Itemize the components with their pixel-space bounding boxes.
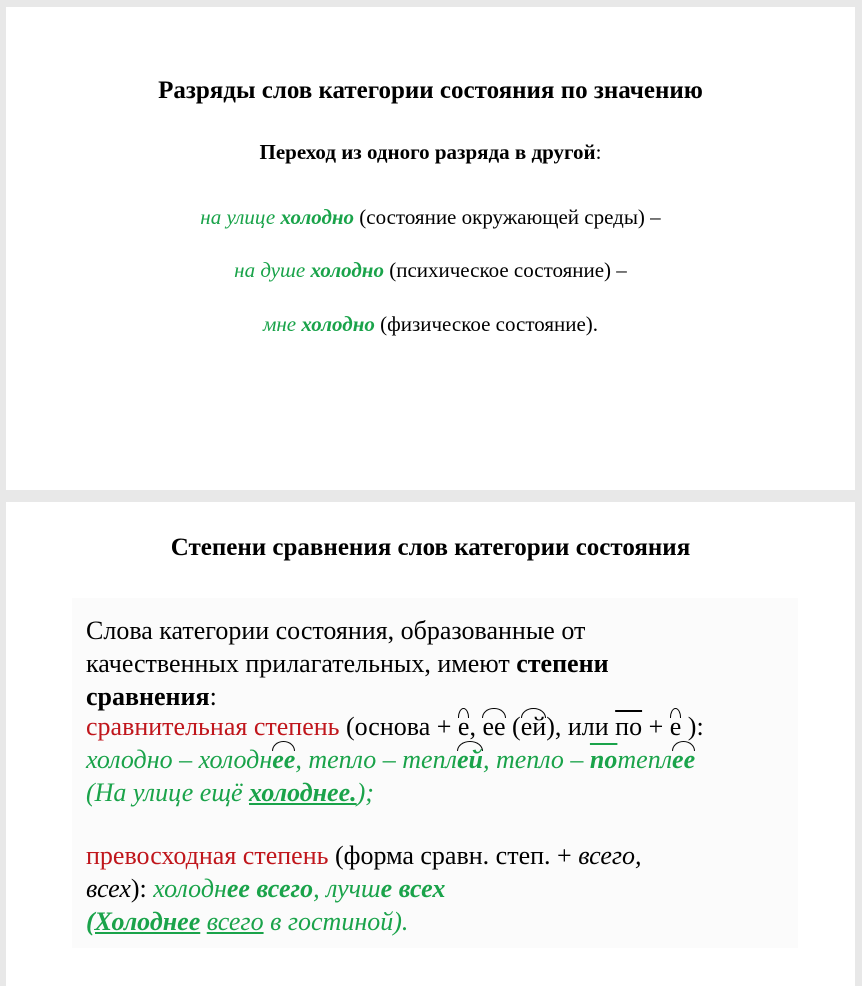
intro-bold1: степени <box>516 649 609 678</box>
comparative-label: сравнительная степень <box>86 712 340 741</box>
example-word: холодно <box>280 205 355 229</box>
superlative-paragraph <box>86 839 806 938</box>
comp-ex-suffix: ее <box>272 745 296 774</box>
subtitle-text: Переход из одного разряда в другой <box>259 140 596 164</box>
example-line <box>6 312 855 337</box>
superlative-label: превосходная степень <box>86 841 329 870</box>
comp-ex-text: , тепло – <box>482 745 590 774</box>
comp-sentence-word: холоднее. <box>249 778 357 807</box>
super-ex-bold: ее всего <box>226 874 314 903</box>
formula-open: (основа + <box>339 712 458 741</box>
example-desc: (физическое состояние). <box>374 312 599 336</box>
example-word: холодно <box>301 312 375 336</box>
comparative-formula <box>86 710 806 743</box>
super-formula-close: ): <box>130 874 154 903</box>
comp-ex-suffix: ее <box>672 745 696 774</box>
suffix-e-2: е <box>669 712 682 741</box>
comp-sentence-close: ); <box>356 778 374 807</box>
super-ex-text: холодн <box>153 874 227 903</box>
suffix-ee: ее <box>482 712 506 741</box>
example-line <box>6 258 855 283</box>
intro-line2: качественных прилагательных, имеют <box>86 649 517 678</box>
comp-ex-prefix: по <box>589 745 618 774</box>
comp-sentence-open: (На улице ещё <box>86 778 250 807</box>
formula-end: ): <box>681 712 704 741</box>
super-sentence-word2: всего <box>206 907 264 936</box>
content-box <box>72 598 798 948</box>
comp-ex-text: тепл <box>617 745 673 774</box>
slide-title: Степени сравнения слов категории состояния <box>170 534 691 561</box>
example-line <box>6 205 855 230</box>
suffix-e: е <box>457 712 470 741</box>
formula-comma: , <box>469 712 483 741</box>
comp-ex-suffix: ей <box>456 745 483 774</box>
super-formula-vsego: всего, <box>578 841 642 870</box>
example-prefix: на улице <box>200 205 281 229</box>
slide-bottom <box>6 502 855 986</box>
comp-ex-text: , тепло – тепл <box>295 745 457 774</box>
super-formula: (форма сравн. степ. + <box>328 841 579 870</box>
subtitle-colon: : <box>595 140 602 164</box>
example-word: холодно <box>310 258 384 282</box>
suffix-ey: ей <box>520 712 547 741</box>
paren-open: ( <box>505 712 521 741</box>
intro-line1: Слова категории состояния, образованные от <box>86 616 586 645</box>
slide-top <box>6 7 855 490</box>
paren-close: ), или <box>546 712 616 741</box>
formula-plus: + <box>642 712 670 741</box>
intro-colon: : <box>209 682 217 711</box>
super-formula-vseh: всех <box>86 874 131 903</box>
super-ex-bold: е всех <box>380 874 446 903</box>
example-desc: (состояние окружающей среды) – <box>354 205 661 229</box>
slide-title: Разряды слов категории состояния по значению <box>158 77 703 104</box>
example-prefix: на душе <box>234 258 311 282</box>
slide-subtitle <box>6 140 855 165</box>
comp-ex-text: холодно – холодн <box>86 745 273 774</box>
super-ex-text: , лучш <box>313 874 381 903</box>
intro-bold2: сравнения <box>86 682 210 711</box>
example-prefix: мне <box>262 312 302 336</box>
prefix-po: по <box>615 712 643 741</box>
example-desc: (психическое состояние) – <box>383 258 627 282</box>
super-sentence-word1: (Холоднее <box>86 907 201 936</box>
comparative-examples <box>86 743 806 809</box>
intro-paragraph <box>86 614 806 713</box>
super-sentence-rest: в гостиной). <box>263 907 409 936</box>
